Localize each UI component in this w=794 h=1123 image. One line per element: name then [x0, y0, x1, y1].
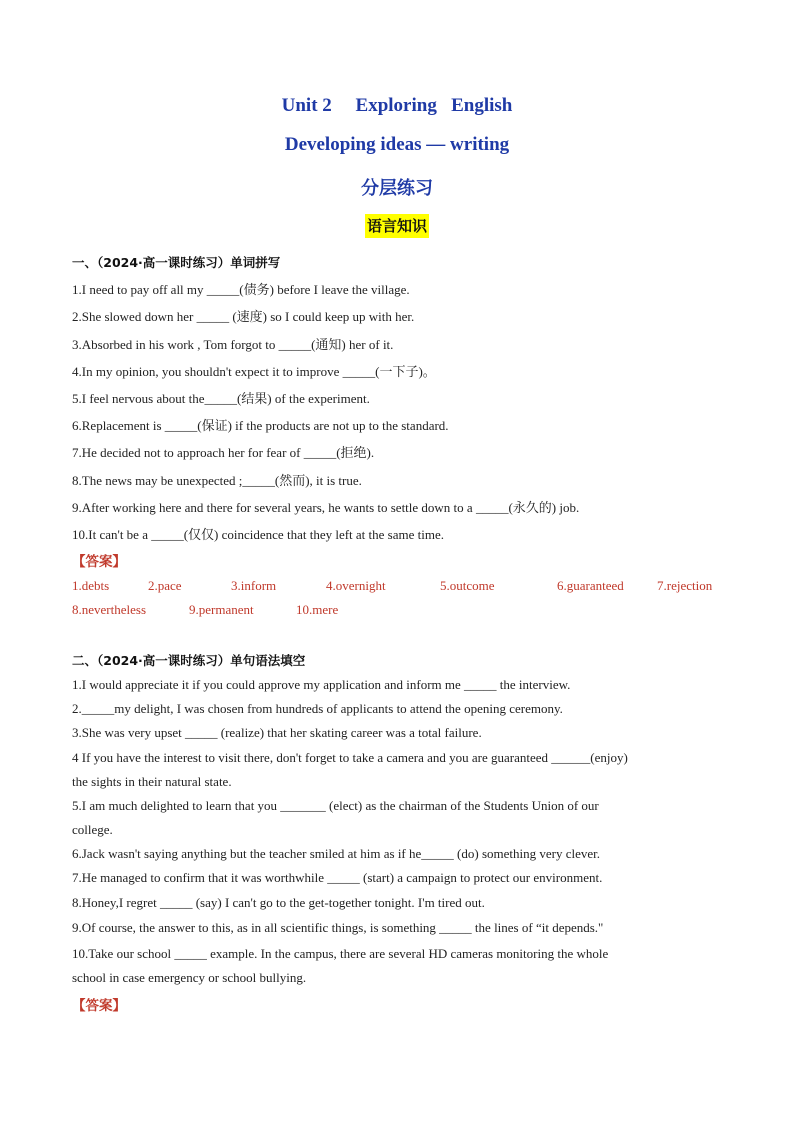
section2-answer-label: 【答案】	[72, 998, 126, 1014]
section-tag-wrap	[0, 214, 794, 238]
section2-line: 9.Of course, the answer to this, as in all scientific things, is something _____ the lines of “it depends."	[72, 920, 604, 935]
section1-item: 2.She slowed down her _____ (速度) so I could keep up with her.	[72, 309, 415, 324]
answer-item: 8.nevertheless	[72, 602, 147, 617]
answer-item: 9.permanent	[189, 602, 254, 617]
section1-item: 10.It can't be a _____(仅仅) coincidence that they left at the same time.	[72, 527, 444, 542]
section2-line: 3.She was very upset _____ (realize) that her skating career was a total failure.	[72, 725, 482, 740]
practice-title: 分层练习	[361, 178, 433, 199]
section2-line: 10.Take our school _____ example. In the campus, there are several HD cameras monitoring the whole	[72, 946, 609, 961]
section2-line: the sights in their natural state.	[72, 774, 232, 789]
section2-line: 5.I am much delighted to learn that you _______ (elect) as the chairman of the Students Union of our	[72, 798, 599, 813]
section1-item: 4.In my opinion, you shouldn't expect it to improve _____(一下子)。	[72, 364, 436, 379]
answer-item: 5.outcome	[440, 578, 495, 593]
section2-heading: 二、（2024·高一课时练习）单句语法填空	[72, 653, 306, 668]
answer-item: 1.debts	[72, 578, 110, 593]
section1-item: 6.Replacement is _____(保证) if the products are not up to the standard.	[72, 418, 449, 433]
section1-item: 1.I need to pay off all my _____(债务) before I leave the village.	[72, 282, 410, 297]
section-tag: 语言知识	[365, 214, 429, 238]
answer-item: 3.inform	[231, 578, 277, 593]
section2-line: 6.Jack wasn't saying anything but the teacher smiled at him as if he_____ (do) something very clever.	[72, 846, 600, 861]
section2-line: college.	[72, 822, 113, 837]
section2-line: 7.He managed to confirm that it was worthwhile _____ (start) a campaign to protect our environment.	[72, 870, 603, 885]
section1-item: 3.Absorbed in his work , Tom forgot to _____(通知) her of it.	[72, 337, 394, 352]
section1-item: 5.I feel nervous about the_____(结果) of the experiment.	[72, 391, 370, 406]
section2-line: 8.Honey,I regret _____ (say) I can't go to the get-together tonight. I'm tired out.	[72, 895, 485, 910]
section2-line: 1.I would appreciate it if you could approve my application and inform me _____ the interview.	[72, 677, 571, 692]
answer-item: 7.rejection	[657, 578, 713, 593]
answer-item: 4.overnight	[326, 578, 386, 593]
section1-item: 7.He decided not to approach her for fear of _____(拒绝).	[72, 445, 375, 460]
section2-line: 4 If you have the interest to visit there, don't forget to take a camera and you are guaranteed ______(enjoy)	[72, 750, 628, 765]
section1-item: 8.The news may be unexpected ;_____(然而), it is true.	[72, 473, 362, 488]
section1-heading: 一、（2024·高一课时练习）单词拼写	[72, 255, 281, 270]
answer-item: 2.pace	[148, 578, 182, 593]
unit-title: Unit 2 Exploring English	[281, 95, 513, 116]
answer-item: 6.guaranteed	[557, 578, 624, 593]
section1-item: 9.After working here and there for several years, he wants to settle down to a _____(永久的) job.	[72, 500, 580, 515]
section1-answer-label: 【答案】	[72, 554, 126, 570]
answer-item: 10.mere	[296, 602, 339, 617]
lesson-subtitle: Developing ideas — writing	[284, 134, 510, 155]
section2-line: school in case emergency or school bullying.	[72, 970, 307, 985]
section2-line: 2._____my delight, I was chosen from hundreds of applicants to attend the opening ceremony.	[72, 701, 563, 716]
